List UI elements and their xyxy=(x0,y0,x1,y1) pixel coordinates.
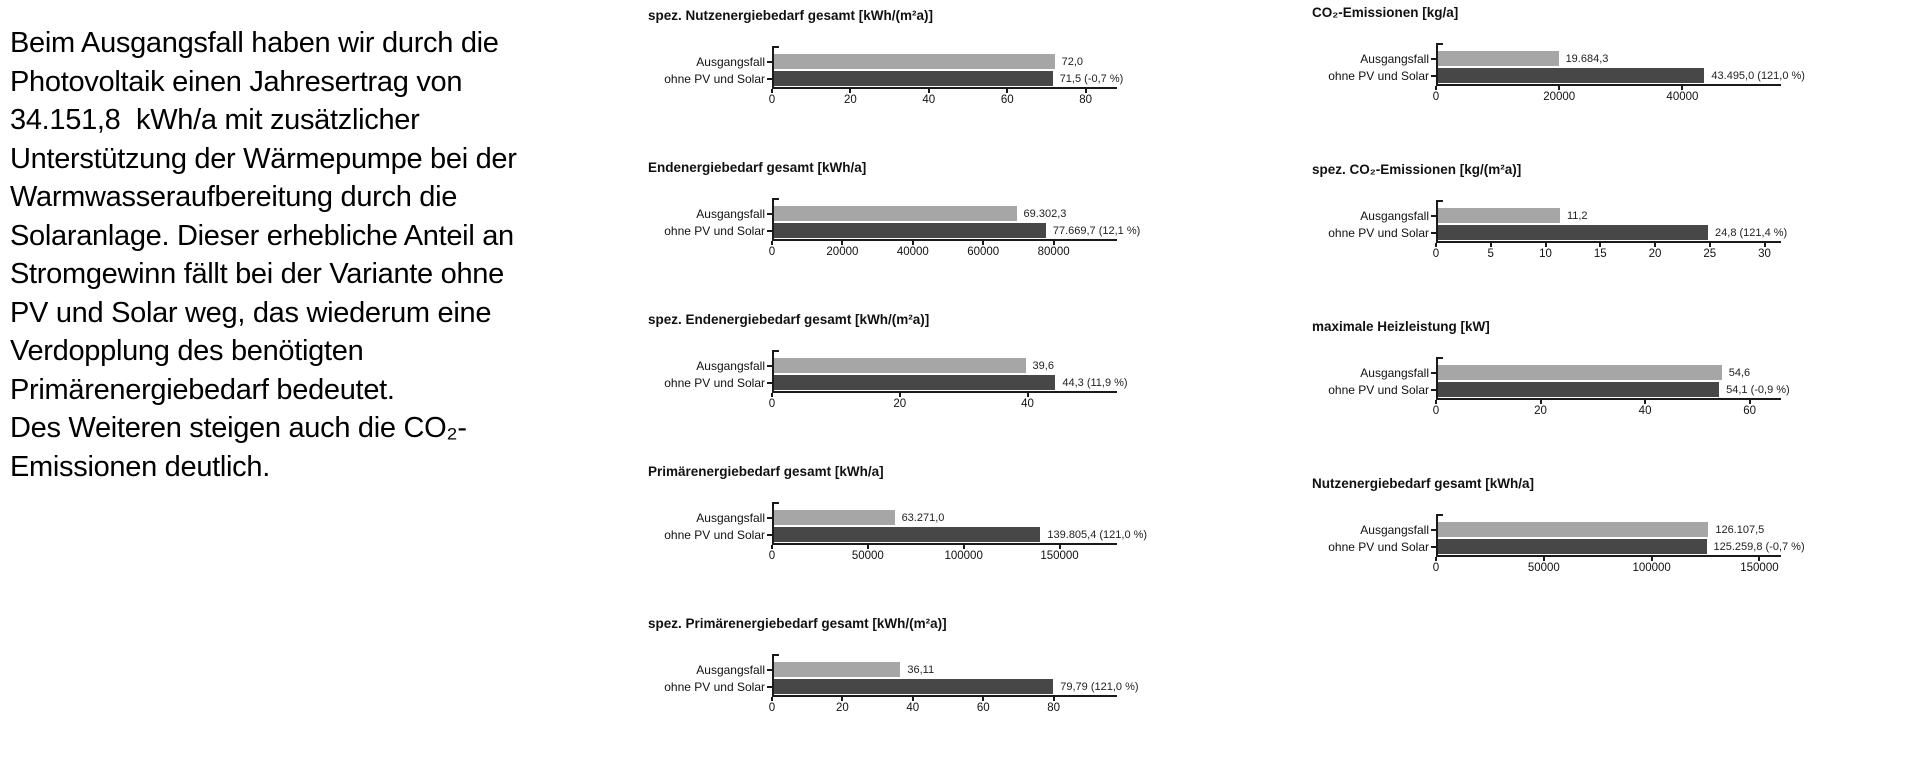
bar-row xyxy=(1328,224,1788,241)
charts-column-right xyxy=(1312,5,1805,633)
category-label: Ausgangsfall xyxy=(696,358,765,373)
axis-tick-label: 10 xyxy=(1539,248,1552,260)
category-label: ohne PV und Solar xyxy=(1328,225,1429,240)
category-label: ohne PV und Solar xyxy=(1328,68,1429,83)
axis-tick xyxy=(963,545,965,549)
text-line: Verdopplung des benötigten xyxy=(10,335,364,367)
category-tick xyxy=(1431,372,1436,374)
chart-x-axis xyxy=(768,89,1117,109)
category-label: Ausgangsfall xyxy=(696,54,765,69)
bar-row xyxy=(1360,207,1781,224)
chart-plot-area xyxy=(1328,514,1805,557)
axis-tick-label: 100000 xyxy=(944,550,983,562)
bar-ausgangsfall xyxy=(1438,51,1559,66)
bar-ausgangsfall xyxy=(1438,522,1708,537)
axis-tick-label: 60 xyxy=(1000,94,1014,106)
chart-x-axis xyxy=(768,393,1117,413)
category-label: ohne PV und Solar xyxy=(664,679,765,694)
category-tick xyxy=(1431,232,1436,234)
value-label: 11,2 xyxy=(1566,209,1588,222)
bar-chart xyxy=(1312,319,1802,420)
axis-tick xyxy=(1545,243,1547,247)
value-label: 19.684,3 xyxy=(1565,52,1609,65)
axis-tick xyxy=(1764,243,1766,247)
category-label: Ausgangsfall xyxy=(696,510,765,525)
axis-tick xyxy=(1435,86,1437,90)
chart-x-axis xyxy=(1432,557,1781,577)
category-tick xyxy=(767,78,772,80)
bar-row xyxy=(696,661,1117,678)
value-label: 24,8 (121,4 %) xyxy=(1715,226,1788,239)
category-label: ohne PV und Solar xyxy=(664,223,765,238)
bar-row xyxy=(664,526,1148,543)
chart-plot-area xyxy=(1328,200,1788,243)
value-label: 43.495,0 (121,0 %) xyxy=(1711,69,1805,82)
text-line: Stromgewinn fällt bei der Variante ohne xyxy=(10,258,504,290)
category-label: Ausgangsfall xyxy=(696,662,765,677)
axis-tick-label: 80000 xyxy=(1037,246,1070,258)
chart-plot-area xyxy=(1328,43,1805,86)
value-label: 69.302,3 xyxy=(1023,207,1067,220)
category-label: ohne PV und Solar xyxy=(1328,382,1429,397)
axis-tick-label: 60000 xyxy=(967,246,1000,258)
value-label: 139.805,4 (121,0 %) xyxy=(1047,528,1148,541)
text-line: 34.151,8 kWh/a mit zusätzlicher xyxy=(10,104,420,136)
value-label: 44,3 (11,9 %) xyxy=(1062,376,1128,389)
axis-tick-label: 0 xyxy=(768,94,776,106)
bar-row xyxy=(1328,67,1805,84)
axis-tick xyxy=(1027,393,1029,397)
category-tick xyxy=(1431,58,1436,60)
category-tick xyxy=(767,365,772,367)
text-line: Solaranlage. Dieser erhebliche Anteil an xyxy=(10,219,514,252)
category-tick xyxy=(767,382,772,384)
value-label: 77.669,7 (12,1 %) xyxy=(1052,224,1141,237)
axis-tick xyxy=(1709,243,1711,247)
chart-title: Primärenergiebedarf gesamt [kWh/a] xyxy=(648,464,884,479)
text-line: Primärenergiebedarf bedeutet. xyxy=(10,373,395,406)
bar-ausgangsfall xyxy=(774,206,1017,221)
axis-tick xyxy=(1540,400,1542,404)
axis-tick-label: 20 xyxy=(1648,248,1662,260)
bar-chart xyxy=(648,616,1139,717)
axis-tick xyxy=(841,697,843,701)
axis-tick-label: 40 xyxy=(1021,398,1034,410)
axis-tick-label: 0 xyxy=(768,550,776,562)
axis-tick xyxy=(1681,86,1683,90)
chart-title: spez. Endenergiebedarf gesamt [kWh/(m²a)] xyxy=(648,312,930,327)
bar-ausgangsfall xyxy=(1438,365,1722,380)
value-label: 125.259,8 (-0,7 %) xyxy=(1713,540,1805,553)
bar-row xyxy=(1328,538,1805,555)
text-panel xyxy=(10,24,610,486)
axis-tick-label: 80 xyxy=(1047,702,1061,714)
bar-ausgangsfall xyxy=(1438,208,1560,223)
bar-ohne-pv-und-solar xyxy=(774,375,1055,390)
axis-tick-label: 40000 xyxy=(896,246,929,258)
axis-tick-label: 0 xyxy=(768,702,776,714)
chart-plot-area xyxy=(664,198,1141,241)
axis-tick-label: 60 xyxy=(976,702,990,714)
axis-tick-label: 5 xyxy=(1487,248,1494,260)
category-label: ohne PV und Solar xyxy=(664,71,765,86)
axis-tick xyxy=(912,241,914,245)
category-tick xyxy=(1431,75,1436,77)
chart-title: Endenergiebedarf gesamt [kWh/a] xyxy=(648,160,867,175)
axis-tick-label: 40 xyxy=(1638,405,1652,417)
value-label: 72,0 xyxy=(1061,55,1084,68)
category-label: Ausgangsfall xyxy=(1360,365,1429,380)
bar-row xyxy=(1328,381,1790,398)
chart-title: spez. Primärenergiebedarf gesamt [kWh/(m²a)] xyxy=(648,616,947,631)
chart-title: maximale Heizleistung [kW] xyxy=(1312,319,1490,334)
bar-chart xyxy=(648,160,1141,261)
category-label: ohne PV und Solar xyxy=(664,375,765,390)
bar-ausgangsfall xyxy=(774,662,900,677)
category-tick xyxy=(1431,215,1436,217)
bar-ohne-pv-und-solar xyxy=(774,71,1053,86)
bar-row xyxy=(696,509,1117,526)
category-label: Ausgangsfall xyxy=(1360,208,1429,223)
axis-tick xyxy=(1644,400,1646,404)
category-tick xyxy=(767,686,772,688)
chart-x-axis xyxy=(1432,243,1781,263)
bar-ohne-pv-und-solar xyxy=(774,527,1040,542)
axis-tick xyxy=(982,697,984,701)
axis-tick-label: 20000 xyxy=(1543,91,1576,103)
chart-x-axis xyxy=(768,241,1117,261)
chart-title: spez. CO₂-Emissionen [kg/(m²a)] xyxy=(1312,162,1522,177)
axis-tick-label: 60 xyxy=(1743,405,1757,417)
value-label: 63.271,0 xyxy=(901,511,945,524)
axis-tick-label: 50000 xyxy=(851,550,884,562)
bar-row xyxy=(696,205,1117,222)
axis-tick xyxy=(1651,557,1653,561)
axis-tick xyxy=(982,241,984,245)
category-label: ohne PV und Solar xyxy=(664,527,765,542)
category-tick xyxy=(767,213,772,215)
value-label: 54,1 (-0,9 %) xyxy=(1726,383,1790,396)
axis-tick xyxy=(1654,243,1656,247)
axis-tick-label: 0 xyxy=(1432,248,1440,260)
bar-chart xyxy=(648,464,1148,565)
bar-row xyxy=(664,374,1128,391)
axis-tick-label: 0 xyxy=(1432,405,1440,417)
value-label: 39,6 xyxy=(1032,359,1054,372)
axis-tick-label: 20 xyxy=(844,94,857,106)
bar-row xyxy=(1360,521,1781,538)
category-label: Ausgangsfall xyxy=(1360,522,1429,537)
axis-tick xyxy=(912,697,914,701)
axis-tick-label: 40000 xyxy=(1666,91,1699,103)
chart-x-axis xyxy=(1432,400,1781,420)
bar-row xyxy=(696,357,1117,374)
charts-column-middle xyxy=(648,8,1148,768)
value-label: 54,6 xyxy=(1728,366,1751,379)
text-line: Unterstützung der Wärmepumpe bei der xyxy=(10,142,517,175)
axis-tick xyxy=(899,393,901,397)
axis-tick xyxy=(867,545,869,549)
axis-tick xyxy=(771,241,773,245)
axis-tick-label: 100000 xyxy=(1632,562,1671,574)
bar-row xyxy=(696,53,1117,70)
axis-tick-label: 20 xyxy=(893,398,907,410)
axis-tick-label: 50000 xyxy=(1527,562,1560,574)
chart-plot-area xyxy=(664,502,1148,545)
bar-ohne-pv-und-solar xyxy=(1438,539,1707,554)
chart-title: CO₂-Emissionen [kg/a] xyxy=(1312,5,1459,20)
axis-tick-label: 20 xyxy=(836,702,849,714)
bar-ausgangsfall xyxy=(774,358,1026,373)
axis-tick-label: 30 xyxy=(1758,248,1771,260)
category-tick xyxy=(767,669,772,671)
bar-chart xyxy=(1312,5,1805,106)
bar-row xyxy=(664,222,1141,239)
chart-plot-area xyxy=(664,46,1124,89)
category-tick xyxy=(767,61,772,63)
axis-tick xyxy=(1085,89,1087,93)
chart-x-axis xyxy=(768,545,1117,565)
axis-tick-label: 25 xyxy=(1703,248,1717,260)
bar-chart xyxy=(1312,162,1802,263)
axis-tick xyxy=(1758,557,1760,561)
text-line: Beim Ausgangsfall haben wir durch die xyxy=(10,27,499,59)
axis-tick-label: 80 xyxy=(1079,94,1093,106)
value-label: 126.107,5 xyxy=(1715,523,1765,536)
category-tick xyxy=(1431,529,1436,531)
axis-tick-label: 20000 xyxy=(826,246,859,258)
category-tick xyxy=(1431,546,1436,548)
axis-tick xyxy=(1599,243,1601,247)
axis-tick xyxy=(1490,243,1492,247)
bar-chart xyxy=(648,312,1128,413)
bar-ohne-pv-und-solar xyxy=(774,679,1053,694)
axis-tick-label: 40 xyxy=(922,94,936,106)
axis-tick xyxy=(771,393,773,397)
axis-tick xyxy=(1006,89,1008,93)
axis-tick-label: 15 xyxy=(1593,248,1607,260)
chart-plot-area xyxy=(664,654,1139,697)
axis-tick xyxy=(1435,400,1437,404)
bar-ausgangsfall xyxy=(774,510,895,525)
bar-row xyxy=(664,678,1139,695)
axis-tick-label: 150000 xyxy=(1040,550,1079,562)
axis-tick xyxy=(928,89,930,93)
axis-tick-label: 20 xyxy=(1534,405,1547,417)
axis-tick-label: 150000 xyxy=(1740,562,1779,574)
axis-tick xyxy=(849,89,851,93)
axis-tick xyxy=(1543,557,1545,561)
bar-ohne-pv-und-solar xyxy=(1438,382,1719,397)
axis-tick xyxy=(771,89,773,93)
category-tick xyxy=(767,517,772,519)
axis-tick-label: 0 xyxy=(1432,562,1440,574)
value-label: 71,5 (-0,7 %) xyxy=(1059,72,1124,85)
chart-x-axis xyxy=(1432,86,1781,106)
axis-tick xyxy=(1435,243,1437,247)
text-line: Photovoltaik einen Jahresertrag von xyxy=(10,65,463,98)
axis-tick xyxy=(1059,545,1061,549)
axis-tick-label: 0 xyxy=(1432,91,1440,103)
text-line: PV und Solar weg, das wiederum eine xyxy=(10,296,492,329)
category-tick xyxy=(1431,389,1436,391)
category-tick xyxy=(767,534,772,536)
axis-tick-label: 0 xyxy=(768,246,776,258)
axis-tick xyxy=(1558,86,1560,90)
axis-tick xyxy=(1749,400,1751,404)
chart-x-axis xyxy=(768,697,1117,717)
bar-chart xyxy=(1312,476,1805,577)
bar-row xyxy=(1360,50,1781,67)
chart-plot-area xyxy=(1328,357,1790,400)
chart-plot-area xyxy=(664,350,1128,393)
category-tick xyxy=(767,230,772,232)
axis-tick xyxy=(1053,697,1055,701)
text-line: Emissionen deutlich. xyxy=(10,450,270,483)
text-line: Des Weiteren steigen auch die CO₂- xyxy=(10,412,467,444)
bar-ausgangsfall xyxy=(774,54,1055,69)
category-label: ohne PV und Solar xyxy=(1328,539,1429,554)
value-label: 36,11 xyxy=(907,663,935,676)
axis-tick-label: 0 xyxy=(768,398,776,410)
bar-ohne-pv-und-solar xyxy=(1438,68,1704,83)
axis-tick xyxy=(841,241,843,245)
category-label: Ausgangsfall xyxy=(696,206,765,221)
axis-tick xyxy=(1435,557,1437,561)
axis-tick xyxy=(771,545,773,549)
text-line: Warmwasseraufbereitung durch die xyxy=(10,181,458,213)
axis-tick xyxy=(1053,241,1055,245)
axis-tick-label: 40 xyxy=(906,702,920,714)
value-label: 79,79 (121,0 %) xyxy=(1060,680,1139,693)
category-label: Ausgangsfall xyxy=(1360,51,1429,66)
bar-chart xyxy=(648,8,1128,109)
chart-title: Nutzenergiebedarf gesamt [kWh/a] xyxy=(1312,476,1535,491)
bar-row xyxy=(664,70,1124,87)
axis-tick xyxy=(771,697,773,701)
chart-title: spez. Nutzenergiebedarf gesamt [kWh/(m²a)] xyxy=(648,8,934,23)
bar-ohne-pv-und-solar xyxy=(1438,225,1708,240)
bar-row xyxy=(1360,364,1781,381)
bar-ohne-pv-und-solar xyxy=(774,223,1046,238)
